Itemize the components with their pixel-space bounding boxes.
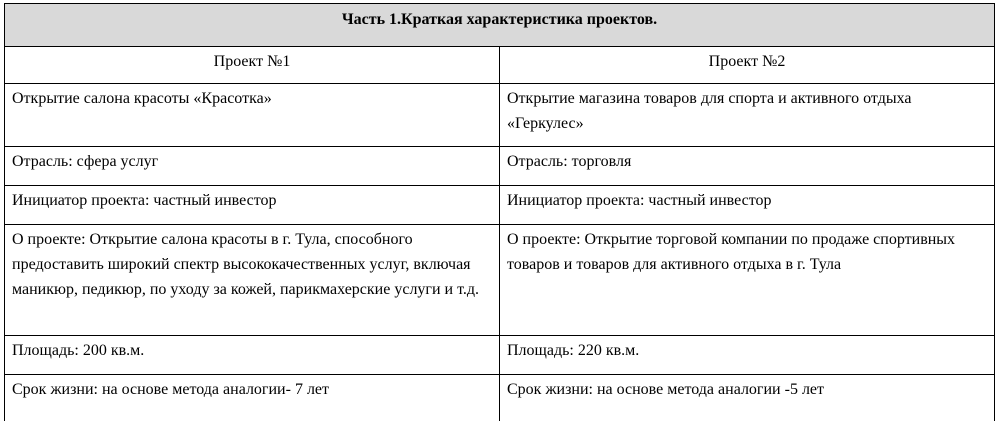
project-1-area bbox=[5, 336, 500, 375]
cell-text: Площадь: 220 кв.м. bbox=[507, 338, 987, 363]
project-2-lifetime bbox=[500, 375, 995, 421]
header-row bbox=[5, 47, 995, 84]
project-1-header: Проект №1 bbox=[5, 47, 500, 84]
project-1-industry bbox=[5, 147, 500, 186]
table-row bbox=[5, 375, 995, 421]
cell-text: Отрасль: сфера услуг bbox=[12, 149, 492, 174]
cell-text: Отрасль: торговля bbox=[507, 149, 987, 174]
project-2-about bbox=[500, 225, 995, 336]
cell-text: О проекте: Открытие торговой компании по продаже спортивных товаров и товаров для активного отдыха в г. Тула bbox=[507, 227, 987, 277]
cell-text: Открытие салона красоты «Красотка» bbox=[12, 86, 492, 111]
project-2-area bbox=[500, 336, 995, 375]
project-1-about bbox=[5, 225, 500, 336]
project-2-industry bbox=[500, 147, 995, 186]
table-row bbox=[5, 336, 995, 375]
cell-text: Площадь: 200 кв.м. bbox=[12, 338, 492, 363]
cell-text: Инициатор проекта: частный инвестор bbox=[507, 188, 987, 213]
project-2-initiator bbox=[500, 186, 995, 225]
table-row bbox=[5, 147, 995, 186]
project-1-name bbox=[5, 84, 500, 147]
cell-text: Срок жизни: на основе метода аналогии- 7 лет bbox=[12, 377, 492, 402]
cell-text: Инициатор проекта: частный инвестор bbox=[12, 188, 492, 213]
cell-text: О проекте: Открытие салона красоты в г. Тула, способного предоставить широкий спектр высококачественных услуг, включая маникюр, педикюр, по уходу за кожей, парикмахерские услуги и т.д. bbox=[12, 227, 492, 302]
project-2-header: Проект №2 bbox=[500, 47, 995, 84]
projects-table bbox=[4, 3, 995, 421]
title-row bbox=[5, 4, 995, 47]
cell-text: Открытие магазина товаров для спорта и активного отдыха «Геркулес» bbox=[507, 86, 987, 136]
table-row bbox=[5, 84, 995, 147]
table-row bbox=[5, 186, 995, 225]
project-2-name bbox=[500, 84, 995, 147]
project-1-lifetime bbox=[5, 375, 500, 421]
project-1-initiator bbox=[5, 186, 500, 225]
cell-text: Срок жизни: на основе метода аналогии -5 лет bbox=[507, 377, 987, 402]
table-row bbox=[5, 225, 995, 336]
table-title: Часть 1.Краткая характеристика проектов. bbox=[5, 4, 995, 47]
